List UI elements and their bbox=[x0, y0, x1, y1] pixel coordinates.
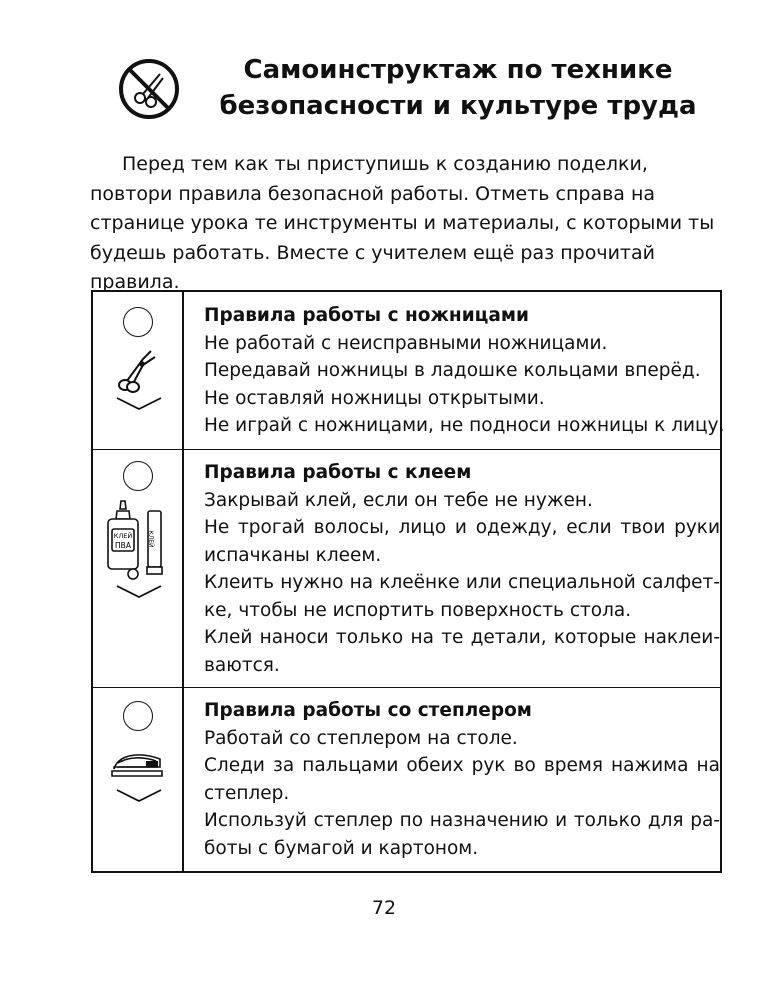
title-line-2: безопасности и культуре труда bbox=[219, 91, 697, 121]
rule-text bbox=[204, 697, 720, 862]
stapler-icon bbox=[108, 747, 166, 779]
glue-label-1: КЛЕЙ bbox=[113, 532, 133, 540]
rule-line: Передавай ножницы в ладошке кольцами вперёд. bbox=[204, 360, 701, 381]
rule-line: Не трогай волосы, лицо и одежду, если твои руки испачканы клеем. bbox=[204, 517, 720, 566]
rule-line: Не работай с неисправными ножницами. bbox=[204, 332, 608, 354]
rule-title: Правила работы с клеем bbox=[204, 462, 472, 483]
check-mark[interactable] bbox=[115, 787, 163, 805]
icon-cell bbox=[93, 292, 182, 449]
glue-icon bbox=[105, 497, 173, 581]
glue-label-2: ПВА bbox=[115, 541, 131, 550]
title-line-1: Самоинструктаж по технике bbox=[243, 55, 673, 85]
page-number: 72 bbox=[371, 897, 397, 919]
rule-row-glue bbox=[93, 449, 720, 688]
rule-text bbox=[204, 459, 720, 679]
rules-table bbox=[91, 290, 725, 873]
intro-paragraph: Перед тем как ты приступишь к созданию поделки, повтори правила безопасной работы. Отметь справа на странице урока те инструменты и материалы, с которыми ты будешь работать. Вместе с учителем ещё раз прочитай правила. bbox=[90, 153, 715, 293]
rule-line: Работай со степлером на столе. bbox=[204, 727, 518, 749]
select-circle[interactable] bbox=[123, 701, 153, 731]
select-circle[interactable] bbox=[123, 461, 153, 491]
icon-cell bbox=[93, 449, 182, 687]
rule-line: Закрывай клей, если он тебе не нужен. bbox=[204, 489, 593, 511]
icon-cell bbox=[93, 687, 182, 873]
rule-row-scissors bbox=[93, 292, 725, 450]
no-scissors-icon bbox=[118, 58, 180, 120]
rule-title: Правила работы со степлером bbox=[204, 700, 532, 721]
check-mark[interactable] bbox=[115, 395, 163, 413]
glue-stick-label: КЛЕЙ bbox=[147, 530, 154, 548]
rule-line: Используй степлер по назначению и только для ра-боты с бумагой и картоном. bbox=[204, 810, 720, 859]
rule-line: Следи за пальцами обеих рук во время нажима на степлер. bbox=[204, 755, 720, 804]
page-title bbox=[198, 52, 718, 124]
rule-row-stapler bbox=[93, 687, 720, 873]
rule-title: Правила работы с ножницами bbox=[204, 305, 529, 326]
scissors-icon bbox=[115, 347, 161, 395]
rule-line: Клеить нужно на клеёнке или специальной салфет-ке, чтобы не испортить поверхность стола. bbox=[204, 572, 720, 621]
select-circle[interactable] bbox=[123, 307, 153, 337]
rule-line: Не играй с ножницами, не подноси ножницы к лицу. bbox=[204, 415, 725, 436]
check-mark[interactable] bbox=[115, 583, 163, 601]
page-header bbox=[110, 50, 710, 140]
rule-text bbox=[204, 302, 725, 440]
rule-line: Клей наноси только на те детали, которые наклеи-ваются. bbox=[204, 627, 720, 676]
rule-line: Не оставляй ножницы открытыми. bbox=[204, 387, 545, 409]
